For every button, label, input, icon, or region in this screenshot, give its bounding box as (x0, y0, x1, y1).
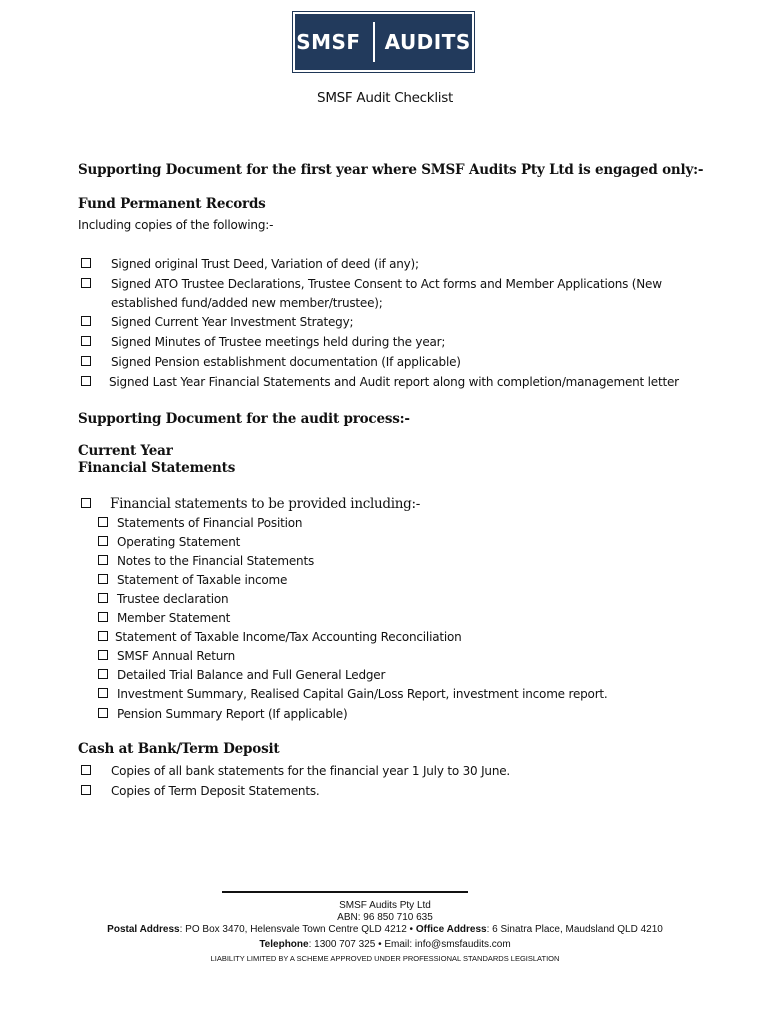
item-minutes: Signed Minutes of Trustee meetings held during the year; (111, 335, 446, 349)
item-notes: Notes to the Financial Statements (117, 554, 315, 568)
checkbox-last-year-financials[interactable] (81, 376, 91, 386)
checkbox-investment-summary[interactable] (98, 688, 108, 698)
postal-address-label: Postal Address (107, 924, 180, 935)
footer-divider (222, 891, 468, 893)
footer-abn: ABN: 96 850 710 635 (337, 912, 433, 923)
item-tax-reconciliation: Statement of Taxable Income/Tax Accounting Reconciliation (115, 630, 462, 644)
company-logo (292, 11, 475, 73)
item-trustee-declarations-cont: established fund/added new member/trustee); (111, 296, 383, 310)
item-last-year-financials: Signed Last Year Financial Statements and Audit report along with completion/management letter (109, 375, 679, 389)
financial-statements-heading: Financial Statements (78, 460, 236, 476)
item-bank-statements: Copies of all bank statements for the financial year 1 July to 30 June. (111, 764, 511, 778)
checkbox-financial-statements[interactable] (81, 498, 91, 508)
checkbox-member-statement[interactable] (98, 612, 108, 622)
footer-contact (0, 939, 770, 950)
checkbox-operating-statement[interactable] (98, 536, 108, 546)
checkbox-investment-strategy[interactable] (81, 316, 91, 326)
checkbox-taxable-income[interactable] (98, 574, 108, 584)
telephone-label: Telephone (259, 939, 309, 950)
office-address-label: Office Address (415, 924, 487, 935)
checkbox-pension-documentation[interactable] (81, 356, 91, 366)
item-term-deposit: Copies of Term Deposit Statements. (111, 784, 320, 798)
item-trustee-declarations: Signed ATO Trustee Declarations, Trustee Consent to Act forms and Member Applications (New (111, 277, 662, 291)
checkbox-trust-deed[interactable] (81, 258, 91, 268)
checkbox-trustee-declaration[interactable] (98, 593, 108, 603)
checkbox-term-deposit[interactable] (81, 785, 91, 795)
checkbox-bank-statements[interactable] (81, 765, 91, 775)
item-pension-summary: Pension Summary Report (If applicable) (117, 707, 348, 721)
office-address-value: : 6 Sinatra Place, Maudsland QLD 4210 (486, 924, 663, 935)
checkbox-annual-return[interactable] (98, 650, 108, 660)
section1-heading: Supporting Document for the first year where SMSF Audits Pty Ltd is engaged only:- (78, 162, 704, 178)
item-financial-position: Statements of Financial Position (117, 516, 303, 530)
telephone-email-value: : 1300 707 325 • Email: info@smsfaudits.com (308, 939, 511, 950)
checkbox-trial-balance[interactable] (98, 669, 108, 679)
fund-permanent-records-heading: Fund Permanent Records (78, 196, 266, 212)
footer-liability-notice: LIABILITY LIMITED BY A SCHEME APPROVED UNDER PROFESSIONAL STANDARDS LEGISLATION (210, 954, 560, 963)
checkbox-financial-position[interactable] (98, 517, 108, 527)
item-investment-summary: Investment Summary, Realised Capital Gain/Loss Report, investment income report. (117, 687, 608, 701)
item-pension-documentation: Signed Pension establishment documentation (If applicable) (111, 355, 461, 369)
section2-heading: Supporting Document for the audit process:- (78, 411, 410, 427)
footer-company: SMSF Audits Pty Ltd (339, 900, 431, 911)
checkbox-trustee-declarations[interactable] (81, 278, 91, 288)
current-year-heading: Current Year (78, 443, 173, 459)
item-operating-statement: Operating Statement (117, 535, 241, 549)
item-member-statement: Member Statement (117, 611, 231, 625)
cash-at-bank-heading: Cash at Bank/Term Deposit (78, 741, 280, 757)
postal-address-value: : PO Box 3470, Helensvale Town Centre QLD 4212 • (179, 924, 416, 935)
checkbox-pension-summary[interactable] (98, 708, 108, 718)
logo-panel (295, 14, 472, 70)
item-financial-statements: Financial statements to be provided including:- (110, 496, 420, 512)
logo-word-audits: AUDITS (384, 30, 471, 54)
item-trial-balance: Detailed Trial Balance and Full General Ledger (117, 668, 386, 682)
item-investment-strategy: Signed Current Year Investment Strategy; (111, 315, 354, 329)
item-trust-deed: Signed original Trust Deed, Variation of deed (if any); (111, 257, 419, 271)
logo-word-smsf: SMSF (296, 30, 361, 54)
item-trustee-declaration: Trustee declaration (117, 592, 229, 606)
item-annual-return: SMSF Annual Return (117, 649, 236, 663)
item-taxable-income: Statement of Taxable income (117, 573, 288, 587)
document-title: SMSF Audit Checklist (317, 90, 453, 106)
checkbox-notes[interactable] (98, 555, 108, 565)
logo-separator (373, 22, 375, 62)
section1-intro: Including copies of the following:- (78, 218, 274, 232)
footer-addresses (0, 924, 770, 935)
checkbox-minutes[interactable] (81, 336, 91, 346)
checkbox-tax-reconciliation[interactable] (98, 631, 108, 641)
